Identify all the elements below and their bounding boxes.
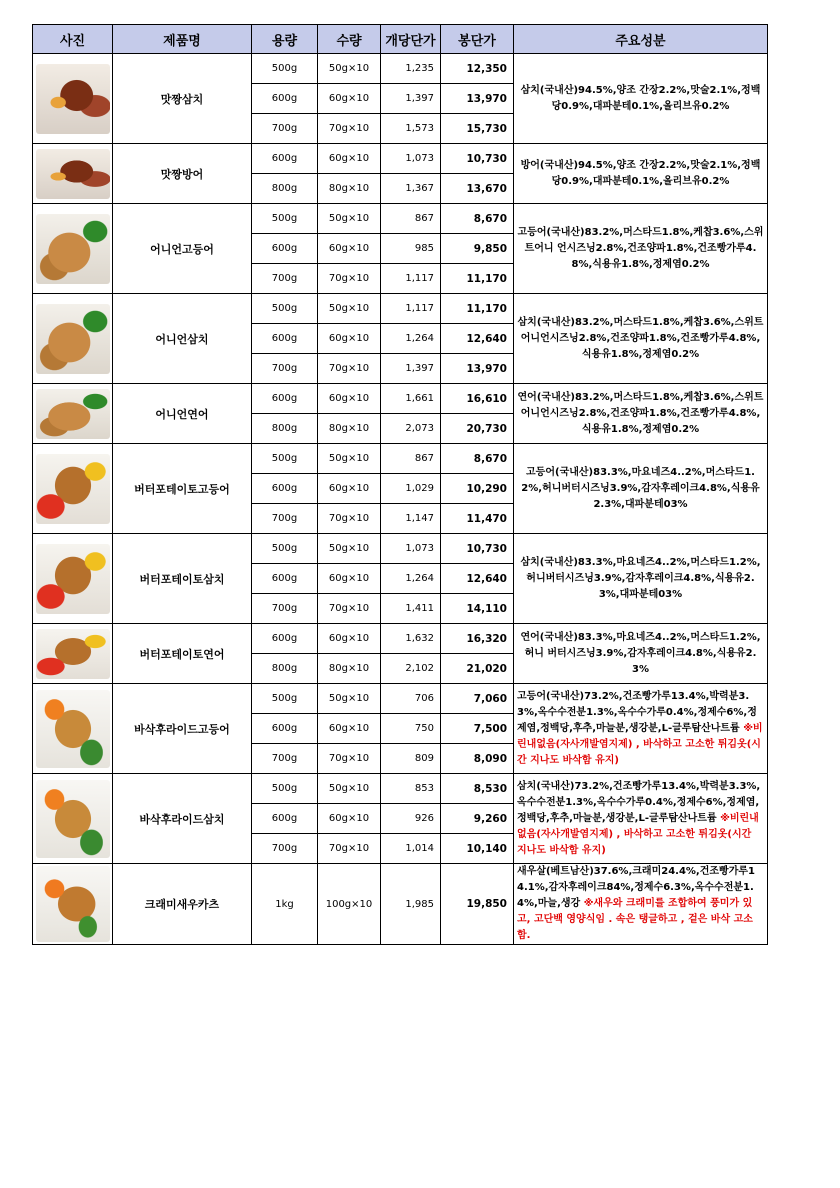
grilled-fish-photo xyxy=(36,64,110,134)
ingredients-text: 삼치(국내산)83.2%,머스타드1.8%,케찹3.6%,스위트어니언시즈닝2.8%,건조양파1.8%,건조빵가루4.8%,식용유1.8%,정제염0.2% xyxy=(517,316,764,360)
capacity-cell: 700g xyxy=(252,594,318,624)
pack-price-cell: 11,470 xyxy=(441,504,514,534)
capacity-cell: 600g xyxy=(252,714,318,744)
ingredients-cell xyxy=(514,624,768,684)
unit-price-cell: 750 xyxy=(381,714,441,744)
quantity-cell: 70g×10 xyxy=(318,264,381,294)
product-name: 버터포테이토연어 xyxy=(113,624,252,684)
table-row xyxy=(33,204,768,234)
quantity-cell: 80g×10 xyxy=(318,414,381,444)
quantity-cell: 60g×10 xyxy=(318,624,381,654)
product-photo-cell xyxy=(33,624,113,684)
unit-price-cell: 2,102 xyxy=(381,654,441,684)
capacity-cell: 500g xyxy=(252,684,318,714)
table-row xyxy=(33,684,768,714)
pack-price-cell: 21,020 xyxy=(441,654,514,684)
pack-price-cell: 15,730 xyxy=(441,114,514,144)
pack-price-cell: 10,140 xyxy=(441,834,514,864)
ingredients-text: 연어(국내산)83.3%,마요네즈4..2%,머스타드1.2%,허니 버터시즈닝3.9%,감자후레이크4.8%,식용유2.3% xyxy=(520,631,761,675)
unit-price-cell: 1,411 xyxy=(381,594,441,624)
ingredients-text: 새우살(베트남산)37.6%,크래미24.4%,건조빵가루14.1%,감자후레이크84%,정제수6.3%,옥수수전분1.4%,마늘,생강 xyxy=(517,866,755,909)
pack-price-cell: 10,290 xyxy=(441,474,514,504)
quantity-cell: 60g×10 xyxy=(318,714,381,744)
quantity-cell: 60g×10 xyxy=(318,564,381,594)
ingredients-cell xyxy=(514,864,768,945)
capacity-cell: 600g xyxy=(252,474,318,504)
pack-price-cell: 8,090 xyxy=(441,744,514,774)
product-name: 바삭후라이드삼치 xyxy=(113,774,252,864)
fried-fish-photo xyxy=(36,690,110,768)
product-name: 버터포테이토고등어 xyxy=(113,444,252,534)
pack-price-cell: 7,060 xyxy=(441,684,514,714)
unit-price-cell: 1,117 xyxy=(381,294,441,324)
capacity-cell: 800g xyxy=(252,174,318,204)
header-quantity: 수량 xyxy=(318,25,381,54)
onion-fish-photo xyxy=(36,214,110,284)
pack-price-cell: 8,530 xyxy=(441,774,514,804)
product-photo-cell xyxy=(33,534,113,624)
table-row xyxy=(33,54,768,84)
capacity-cell: 1kg xyxy=(252,864,318,945)
table-row xyxy=(33,144,768,174)
capacity-cell: 500g xyxy=(252,534,318,564)
pack-price-cell: 14,110 xyxy=(441,594,514,624)
table-row xyxy=(33,624,768,654)
ingredients-text: 방어(국내산)94.5%,양조 간장2.2%,맛술2.1%,정백당0.9%,대파분테0.1%,올리브유0.2% xyxy=(520,159,761,187)
table-row xyxy=(33,774,768,804)
product-photo-cell xyxy=(33,444,113,534)
pack-price-cell: 9,850 xyxy=(441,234,514,264)
quantity-cell: 60g×10 xyxy=(318,474,381,504)
unit-price-cell: 2,073 xyxy=(381,414,441,444)
unit-price-cell: 926 xyxy=(381,804,441,834)
pack-price-cell: 19,850 xyxy=(441,864,514,945)
capacity-cell: 600g xyxy=(252,84,318,114)
table-row xyxy=(33,864,768,945)
capacity-cell: 600g xyxy=(252,324,318,354)
unit-price-cell: 809 xyxy=(381,744,441,774)
capacity-cell: 600g xyxy=(252,144,318,174)
product-photo-cell xyxy=(33,204,113,294)
product-name: 어니언고등어 xyxy=(113,204,252,294)
ingredients-text: 고등어(국내산)73.2%,건조빵가루13.4%,박력분3.3%,옥수수전분1.3%,옥수수가루0.4%,정제수6%,정제염,정백당,후추,마늘분,생강분,L-글루탐산나트륨 xyxy=(517,690,757,734)
pack-price-cell: 12,350 xyxy=(441,54,514,84)
unit-price-cell: 1,235 xyxy=(381,54,441,84)
header-ingredients: 주요성분 xyxy=(514,25,768,54)
capacity-cell: 600g xyxy=(252,234,318,264)
table-row xyxy=(33,384,768,414)
quantity-cell: 50g×10 xyxy=(318,444,381,474)
capacity-cell: 500g xyxy=(252,204,318,234)
ingredients-cell xyxy=(514,54,768,144)
quantity-cell: 50g×10 xyxy=(318,204,381,234)
pack-price-cell: 8,670 xyxy=(441,204,514,234)
ingredients-cell xyxy=(514,684,768,774)
quantity-cell: 60g×10 xyxy=(318,234,381,264)
unit-price-cell: 1,397 xyxy=(381,84,441,114)
ingredients-note: ※새우와 크래미를 조합하여 풍미가 있고, 고단백 영양식임 . 속은 탱글하고 , 겉은 바삭 고소함. xyxy=(517,898,753,941)
ingredients-note: ※비린내없음(자사개발염지제) , 바삭하고 고소한 튀김옷(시간 지나도 바삭함 유지) xyxy=(517,722,763,766)
pack-price-cell: 11,170 xyxy=(441,264,514,294)
quantity-cell: 60g×10 xyxy=(318,804,381,834)
quantity-cell: 80g×10 xyxy=(318,654,381,684)
capacity-cell: 500g xyxy=(252,54,318,84)
quantity-cell: 70g×10 xyxy=(318,114,381,144)
capacity-cell: 600g xyxy=(252,564,318,594)
capacity-cell: 500g xyxy=(252,774,318,804)
capacity-cell: 700g xyxy=(252,264,318,294)
quantity-cell: 50g×10 xyxy=(318,774,381,804)
table-row xyxy=(33,444,768,474)
pack-price-cell: 8,670 xyxy=(441,444,514,474)
product-name: 크래미새우카츠 xyxy=(113,864,252,945)
quantity-cell: 70g×10 xyxy=(318,594,381,624)
quantity-cell: 50g×10 xyxy=(318,684,381,714)
unit-price-cell: 1,573 xyxy=(381,114,441,144)
quantity-cell: 50g×10 xyxy=(318,294,381,324)
quantity-cell: 100g×10 xyxy=(318,864,381,945)
product-photo-cell xyxy=(33,144,113,204)
ingredients-cell xyxy=(514,534,768,624)
grilled-fish-photo xyxy=(36,149,110,199)
pack-price-cell: 10,730 xyxy=(441,144,514,174)
ingredients-cell xyxy=(514,144,768,204)
unit-price-cell: 1,014 xyxy=(381,834,441,864)
ingredients-note: ※비린내없음(자사개발염지제) , 바삭하고 고소한 튀김옷(시간 지나도 바삭함 유지) xyxy=(517,812,759,856)
potato-fish-photo xyxy=(36,454,110,524)
potato-fish-photo xyxy=(36,629,110,679)
pack-price-cell: 12,640 xyxy=(441,564,514,594)
quantity-cell: 50g×10 xyxy=(318,534,381,564)
pack-price-cell: 12,640 xyxy=(441,324,514,354)
quantity-cell: 70g×10 xyxy=(318,744,381,774)
table-row xyxy=(33,534,768,564)
pack-price-cell: 16,610 xyxy=(441,384,514,414)
price-sheet xyxy=(32,24,767,945)
unit-price-cell: 1,632 xyxy=(381,624,441,654)
ingredients-text: 고등어(국내산)83.3%,마요네즈4..2%,머스타드1.2%,허니버터시즈닝3.9%,감자후레이크4.8%,식용유2.3%,대파분테03% xyxy=(521,466,760,510)
capacity-cell: 600g xyxy=(252,624,318,654)
pack-price-cell: 13,970 xyxy=(441,84,514,114)
unit-price-cell: 867 xyxy=(381,204,441,234)
quantity-cell: 60g×10 xyxy=(318,144,381,174)
pack-price-cell: 7,500 xyxy=(441,714,514,744)
unit-price-cell: 1,264 xyxy=(381,564,441,594)
capacity-cell: 700g xyxy=(252,354,318,384)
capacity-cell: 800g xyxy=(252,414,318,444)
pack-price-cell: 16,320 xyxy=(441,624,514,654)
unit-price-cell: 1,073 xyxy=(381,534,441,564)
quantity-cell: 70g×10 xyxy=(318,504,381,534)
shrimp-cutlet-photo xyxy=(36,866,110,942)
capacity-cell: 500g xyxy=(252,294,318,324)
pack-price-cell: 20,730 xyxy=(441,414,514,444)
capacity-cell: 700g xyxy=(252,744,318,774)
table-body xyxy=(33,54,768,945)
pack-price-cell: 10,730 xyxy=(441,534,514,564)
ingredients-cell xyxy=(514,774,768,864)
capacity-cell: 800g xyxy=(252,654,318,684)
ingredients-cell xyxy=(514,294,768,384)
quantity-cell: 70g×10 xyxy=(318,354,381,384)
product-name: 어니언연어 xyxy=(113,384,252,444)
capacity-cell: 500g xyxy=(252,444,318,474)
unit-price-cell: 1,367 xyxy=(381,174,441,204)
capacity-cell: 600g xyxy=(252,384,318,414)
unit-price-cell: 706 xyxy=(381,684,441,714)
fried-fish-photo xyxy=(36,780,110,858)
quantity-cell: 80g×10 xyxy=(318,174,381,204)
unit-price-cell: 867 xyxy=(381,444,441,474)
product-name: 버터포테이토삼치 xyxy=(113,534,252,624)
product-name: 맛짱삼치 xyxy=(113,54,252,144)
quantity-cell: 60g×10 xyxy=(318,84,381,114)
header-unit-price: 개당단가 xyxy=(381,25,441,54)
unit-price-cell: 1,397 xyxy=(381,354,441,384)
capacity-cell: 700g xyxy=(252,834,318,864)
table-row xyxy=(33,294,768,324)
ingredients-cell xyxy=(514,444,768,534)
potato-fish-photo xyxy=(36,544,110,614)
product-name: 맛짱방어 xyxy=(113,144,252,204)
pack-price-cell: 9,260 xyxy=(441,804,514,834)
onion-fish-photo xyxy=(36,304,110,374)
header-photo: 사진 xyxy=(33,25,113,54)
quantity-cell: 60g×10 xyxy=(318,384,381,414)
unit-price-cell: 1,117 xyxy=(381,264,441,294)
capacity-cell: 600g xyxy=(252,804,318,834)
ingredients-text: 삼치(국내산)73.2%,건조빵가루13.4%,박력분3.3%,옥수수전분1.3%,옥수수가루0.4%,정제수6%,정제염,정백당,후추,마늘분,생강분,L-글루탐산나트륨 xyxy=(517,780,761,824)
quantity-cell: 50g×10 xyxy=(318,54,381,84)
capacity-cell: 700g xyxy=(252,114,318,144)
product-name: 어니언삼치 xyxy=(113,294,252,384)
unit-price-cell: 853 xyxy=(381,774,441,804)
header-row xyxy=(33,25,768,54)
product-photo-cell xyxy=(33,54,113,144)
ingredients-cell xyxy=(514,384,768,444)
header-name: 제품명 xyxy=(113,25,252,54)
unit-price-cell: 1,985 xyxy=(381,864,441,945)
unit-price-cell: 985 xyxy=(381,234,441,264)
ingredients-text: 연어(국내산)83.2%,머스타드1.8%,케찹3.6%,스위트어니언시즈닝2.8%,건조양파1.8%,건조빵가루4.8%,식용유1.8%,정제염0.2% xyxy=(517,391,764,435)
capacity-cell: 700g xyxy=(252,504,318,534)
onion-fish-photo xyxy=(36,389,110,439)
product-photo-cell xyxy=(33,384,113,444)
pack-price-cell: 11,170 xyxy=(441,294,514,324)
product-photo-cell xyxy=(33,774,113,864)
product-name: 바삭후라이드고등어 xyxy=(113,684,252,774)
header-capacity: 용량 xyxy=(252,25,318,54)
ingredients-text: 고등어(국내산)83.2%,머스타드1.8%,케찹3.6%,스위트어니 언시즈닝2.8%,건조양파1.8%,건조빵가루4.8%,식용유1.8%,정제염0.2% xyxy=(517,226,764,270)
product-photo-cell xyxy=(33,684,113,774)
pack-price-cell: 13,670 xyxy=(441,174,514,204)
pack-price-cell: 13,970 xyxy=(441,354,514,384)
ingredients-text: 삼치(국내산)83.3%,마요네즈4..2%,머스타드1.2%,허니버터시즈닝3.9%,감자후레이크4.8%,식용유2.3%,대파분테03% xyxy=(520,556,761,600)
product-price-table xyxy=(32,24,768,945)
product-photo-cell xyxy=(33,864,113,945)
ingredients-text: 삼치(국내산)94.5%,양조 간장2.2%,맛술2.1%,정백당0.9%,대파분테0.1%,올리브유0.2% xyxy=(520,84,761,112)
ingredients-cell xyxy=(514,204,768,294)
unit-price-cell: 1,661 xyxy=(381,384,441,414)
quantity-cell: 60g×10 xyxy=(318,324,381,354)
unit-price-cell: 1,029 xyxy=(381,474,441,504)
product-photo-cell xyxy=(33,294,113,384)
unit-price-cell: 1,264 xyxy=(381,324,441,354)
unit-price-cell: 1,147 xyxy=(381,504,441,534)
unit-price-cell: 1,073 xyxy=(381,144,441,174)
header-pack-price: 봉단가 xyxy=(441,25,514,54)
quantity-cell: 70g×10 xyxy=(318,834,381,864)
